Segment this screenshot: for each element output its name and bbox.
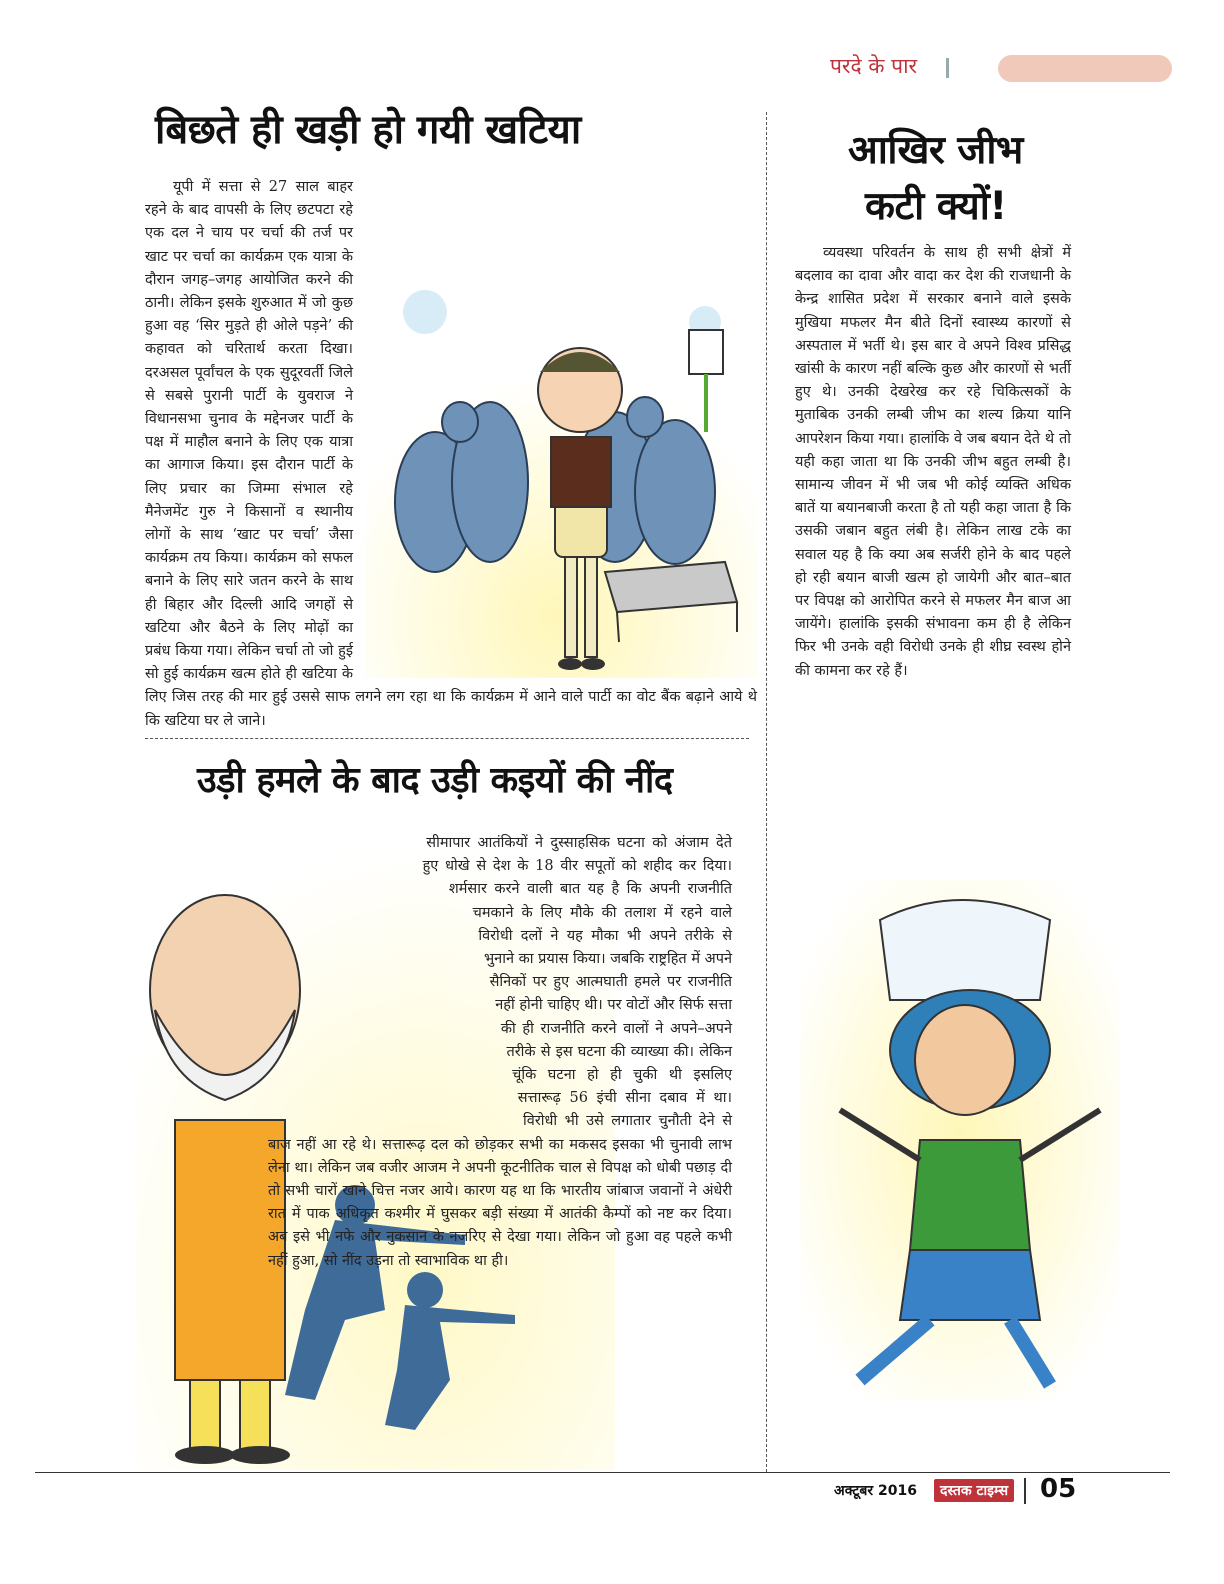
page-number: 05 xyxy=(1040,1474,1077,1504)
decorative-pill xyxy=(998,55,1172,82)
cartoon-rally-illustration xyxy=(365,272,757,678)
article3-body: सीमापार आतंकियों ने दुस्साहसिक घटना को अंजाम देते हुए धोखे से देश के 18 वीर सपूतों को शहीद कर दिया। शर्मसार करने वाली बात यह है कि अपनी राजनीति चमकाने के लिए मौके की तलाश में रहने वाले विरोधी दलों ने यह मौका भी अपने तरीके से भुनाने का प्रयास किया। जबकि राष्ट्रहित में अपने सैनिकों पर हुए आत्मघाती हमले पर राजनीति नहीं होनी चाहिए थी। पर वोटों और सिर्फ सत्ता की ही राजनीति करने वालों ने अपने–अपने तरीके से इस घटना की व्याख्या की। लेकिन चूंकि घटना हो ही चुकी थी इसलिए सत्तारूढ़ 56 इंची सीना दबाव में था। विरोधी भी उसे लगातार चुनौती देने से बाज नहीं आ रहे थे। सत्तारूढ़ दल को छोड़कर सभी का मकसद इसका भी चुनावी लाभ लेना था। लेकिन जब वजीर आजम ने अपनी कूटनीतिक चाल से विपक्ष को धोबी पछाड़ दी तो सभी चारों खाने चित्त नजर आये। कारण यह था कि भारतीय जांबाज जवानों ने अंधेरी रात में पाक अधिकृत कश्मीर में घुसकर बड़ी संख्या में आतंकी कैम्पों को नष्ट कर दिया। अब इसे भी नफे और नुकसान के नजरिए से देखा गया। लेकिन जो हुआ वह पहले कभी नहीं हुआ, सो नींद उड़ना तो स्वाभाविक था ही। xyxy=(268,832,732,1273)
article2-headline-line2: कटी क्यों! xyxy=(865,184,1007,229)
article2-body: व्यवस्था परिवर्तन के साथ ही सभी क्षेत्रों में बदलाव का दावा और वादा कर देश की राजधानी के केन्द्र शासित प्रदेश में सरकार बनाने वाले इसके मुखिया मफलर मैन बीते दिनों स्वास्थ्य कारणों से अस्पताल में भर्ती थे। इस बार वे अपने विश्व प्रसिद्ध खांसी के कारण नहीं बल्कि कुछ और कारणों से भर्ती हुए थे। उनकी देखरेख कर रहे चिकित्सकों के मुताबिक उनकी लम्बी जीभ का शल्य क्रिया यानि आपरेशन किया गया। हालांकि वे जब बयान देते थे तो यही कहा जाता था कि उनकी जीभ बहुत लम्बी है। सामान्य जीवन में भी जब भी कोई व्यक्ति अधिक बातें या बयानबाजी करता है तो यही कहा जाता है कि उसकी जबान बहुत लंबी है। लेकिन लाख टके का सवाल यह है कि क्या अब सर्जरी होने के बाद पहले हो रही बयान बाजी खत्म हो जायेगी और बात–बात पर विपक्ष को आरोपित करने से मफलर मैन बाज आ जायेंगे। हालांकि इसकी संभावना कम ही है लेकिन फिर भी उनके वही विरोधी उनके ही शीघ्र स्वस्थ होने की कामना कर रहे हैं। xyxy=(795,245,1071,679)
section-label: परदे के पार xyxy=(830,54,918,78)
article1-headline: बिछते ही खड़ी हो गयी खटिया xyxy=(155,107,581,153)
cartoon-rally xyxy=(365,272,757,678)
footer-rule xyxy=(35,1472,1170,1473)
article3-headline: उड़ी हमले के बाद उड़ी कइयों की नींद xyxy=(197,760,673,801)
issue-date: अक्टूबर 2016 xyxy=(834,1483,917,1499)
column-divider xyxy=(766,112,767,1472)
cartoon-muffler-man-illustration xyxy=(800,880,1120,1400)
footer-divider xyxy=(1024,1478,1026,1504)
cartoon-muffler-man xyxy=(800,880,1120,1400)
section-divider xyxy=(946,58,949,78)
article-divider xyxy=(145,738,749,739)
magazine-logo: दस्तक टाइम्स xyxy=(934,1479,1014,1502)
article1-body: यूपी में सत्ता से 27 साल बाहर रहने के बाद वापसी के लिए छटपटा रहे एक दल ने चाय पर चर्चा की तर्ज पर खाट पर चर्चा का कार्यक्रम एक यात्रा के दौरान जगह–जगह आयोजित करने की ठानी। लेकिन इसके शुरुआत में जो कुछ हुआ वह ‘सिर मुड़ते ही ओले पड़ने’ की कहावत को चरितार्थ करता दिखा। दरअसल पूर्वांचल के एक सुदूरवर्ती जिले से सबसे पुरानी पार्टी के युवराज ने विधानसभा चुनाव के मद्देनजर पार्टी के पक्ष में माहौल बनाने के लिए एक यात्रा का आगाज किया। इस दौरान पार्टी के लिए प्रचार का जिम्मा संभाल रहे मैनेजमेंट गुरु ने किसानों व स्थानीय लोगों के साथ ‘खाट पर चर्चा’ जैसा कार्यक्रम तय किया। कार्यक्रम को सफल बनाने के लिए सारे जतन करने के साथ ही बिहार और दिल्ली आदि जगहों से खटिया और बैठने के लिए मोढ़ों का प्रबंध किया गया। लेकिन चर्चा तो जो हुई सो हुई कार्यक्रम खत्म होते ही खटिया के लिए जिस तरह की मार हुई उससे साफ लगने लग रहा था कि कार्यक्रम में आने वाले पार्टी का वोट बैंक बढ़ाने आये थे कि खटिया घर ले जाने। xyxy=(145,179,757,729)
article2-headline-line1: आखिर जीभ xyxy=(848,128,1023,173)
